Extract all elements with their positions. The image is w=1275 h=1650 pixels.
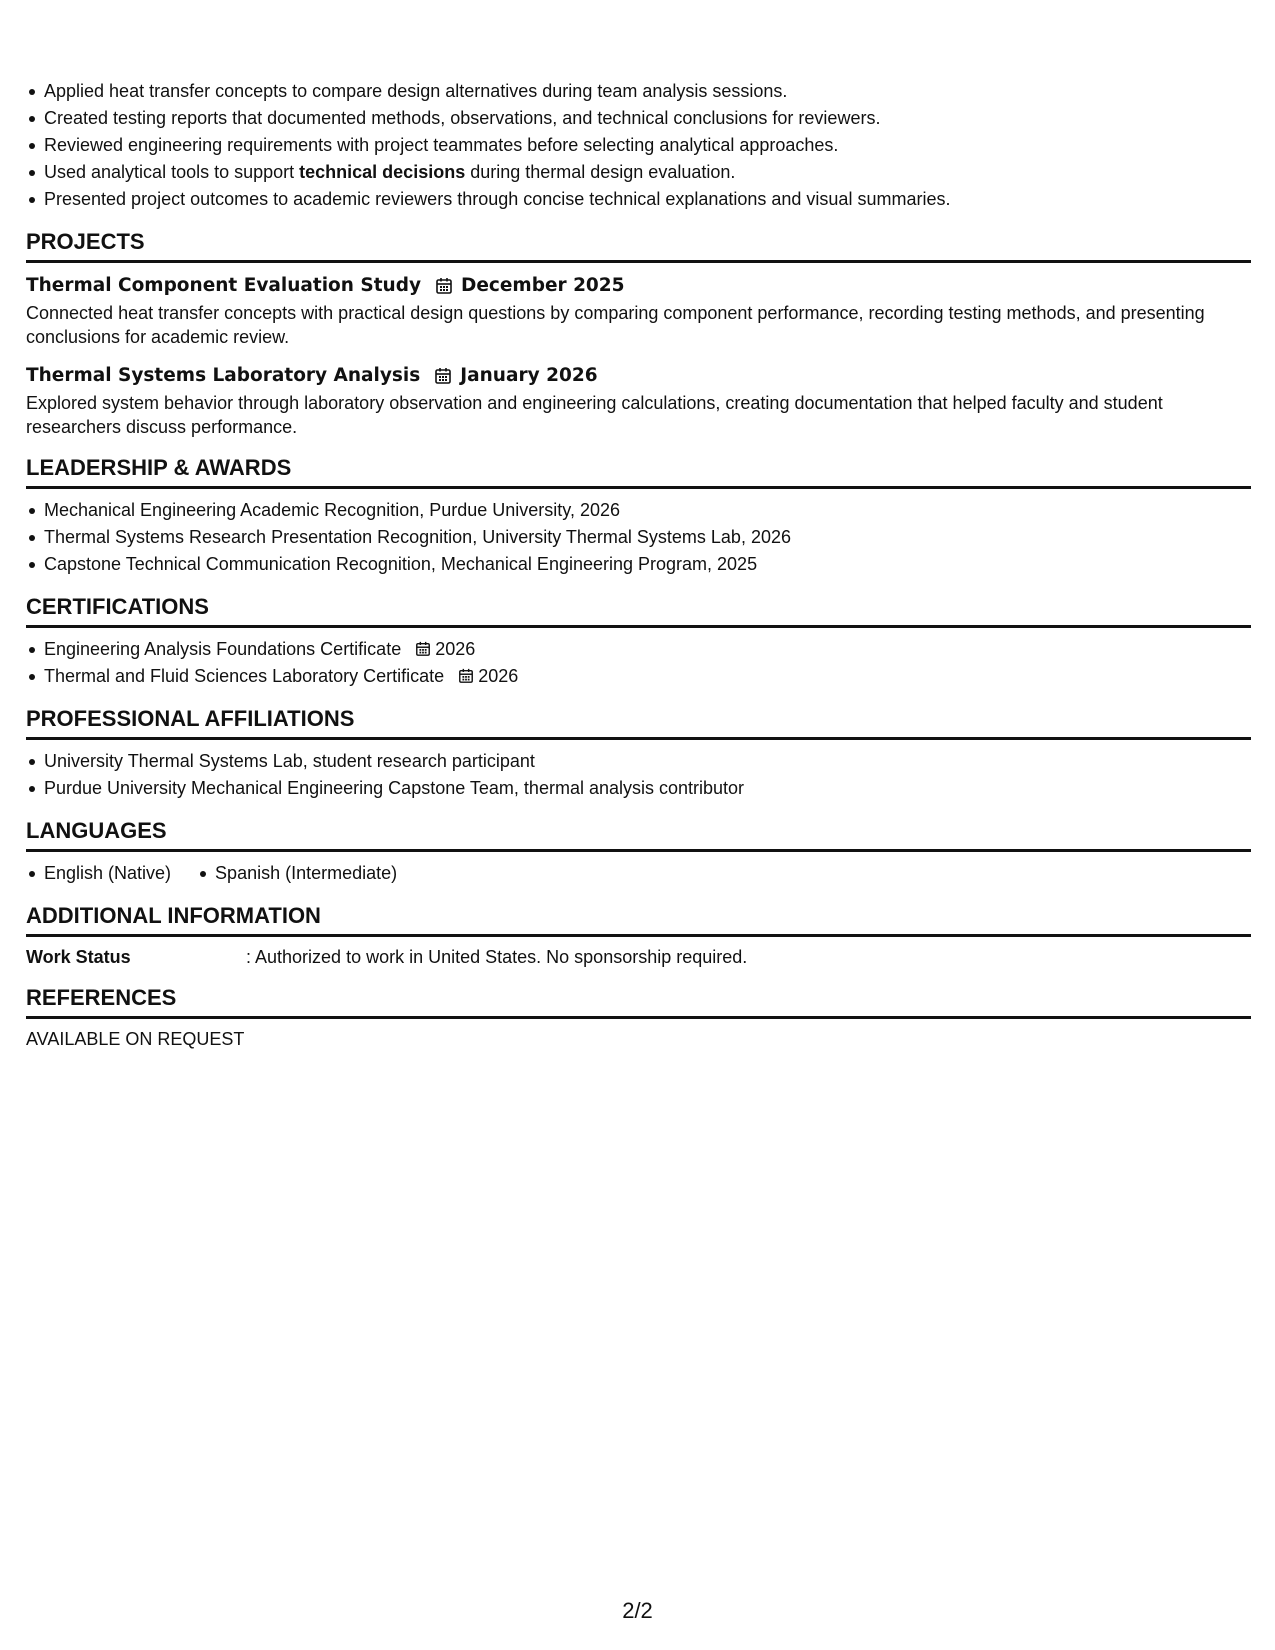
certifications-section: [26, 592, 1251, 690]
affiliations-section: [26, 704, 1251, 802]
award-item: Thermal Systems Research Presentation Recognition, University Thermal Systems Lab, 2026: [44, 524, 1251, 551]
section-title: LANGUAGES: [26, 816, 1251, 852]
references-text: AVAILABLE ON REQUEST: [26, 1029, 245, 1049]
calendar-icon: [434, 367, 452, 385]
section-title: ADDITIONAL INFORMATION: [26, 901, 1251, 937]
certification-item: [44, 663, 1251, 690]
language-item: Spanish (Intermediate): [215, 860, 397, 887]
certification-name: Engineering Analysis Foundations Certificate: [44, 639, 402, 659]
calendar-icon: [458, 668, 474, 684]
work-status-label: Work Status: [26, 947, 131, 967]
experience-bullet: Used analytical tools to support technical decisions during thermal design evaluation.: [44, 159, 1251, 186]
project-entry: [26, 361, 1251, 439]
section-title: PROJECTS: [26, 227, 1251, 263]
work-status-row: [26, 945, 1251, 969]
award-item: Capstone Technical Communication Recognition, Mechanical Engineering Program, 2025: [44, 551, 1251, 578]
experience-bullet-list: [26, 78, 1251, 213]
leadership-section: [26, 453, 1251, 578]
award-item: Mechanical Engineering Academic Recognition, Purdue University, 2026: [44, 497, 1251, 524]
page-number: 2/2: [622, 1598, 653, 1623]
languages-section: [26, 816, 1251, 887]
section-title: REFERENCES: [26, 983, 1251, 1019]
calendar-icon: [435, 277, 453, 295]
certification-year: 2026: [435, 639, 476, 659]
project-date: December 2025: [461, 275, 625, 296]
project-description: Connected heat transfer concepts with practical design questions by comparing component performance, recording testing methods, and presenting conclusions for academic review.: [26, 303, 1205, 347]
certification-year: 2026: [478, 666, 519, 686]
section-title: PROFESSIONAL AFFILIATIONS: [26, 704, 1251, 740]
section-title: CERTIFICATIONS: [26, 592, 1251, 628]
work-status-value: : Authorized to work in United States. No sponsorship required.: [246, 947, 748, 967]
section-title: LEADERSHIP & AWARDS: [26, 453, 1251, 489]
project-description: Explored system behavior through laboratory observation and engineering calculations, creating documentation that helped faculty and student researchers discuss performance.: [26, 393, 1163, 437]
calendar-icon: [415, 641, 431, 657]
certification-name: Thermal and Fluid Sciences Laboratory Certificate: [44, 666, 445, 686]
project-date: January 2026: [460, 365, 598, 386]
experience-bullet: Reviewed engineering requirements with project teammates before selecting analytical approaches.: [44, 132, 1251, 159]
project-name: Thermal Systems Laboratory Analysis: [26, 365, 421, 386]
language-item: English (Native): [44, 860, 171, 887]
projects-section: [26, 227, 1251, 439]
resume-page: [26, 78, 1251, 1051]
bold-keyword: technical decisions: [299, 162, 466, 182]
project-entry: [26, 271, 1251, 349]
project-name: Thermal Component Evaluation Study: [26, 275, 422, 296]
certification-item: [44, 636, 1251, 663]
affiliation-item: Purdue University Mechanical Engineering Capstone Team, thermal analysis contributor: [44, 775, 1251, 802]
experience-bullet: Applied heat transfer concepts to compare design alternatives during team analysis sessions.: [44, 78, 1251, 105]
experience-bullet: Created testing reports that documented methods, observations, and technical conclusions for reviewers.: [44, 105, 1251, 132]
experience-bullet: Presented project outcomes to academic reviewers through concise technical explanations and visual summaries.: [44, 186, 1251, 213]
affiliation-item: University Thermal Systems Lab, student research participant: [44, 748, 1251, 775]
additional-info-section: [26, 901, 1251, 969]
references-section: [26, 983, 1251, 1051]
